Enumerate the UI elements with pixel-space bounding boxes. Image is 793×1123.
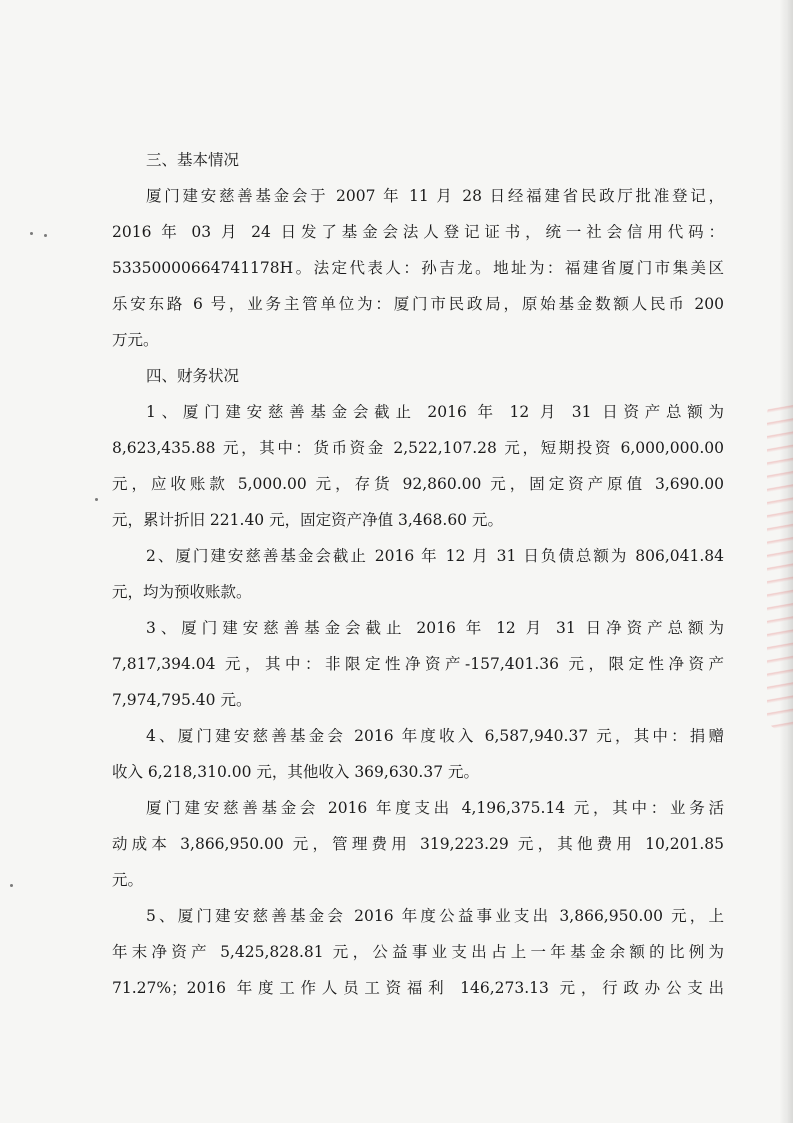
paragraph-line: 53350000664741178H。法定代表人：孙吉龙。地址为：福建省厦门市集美区 — [112, 259, 724, 277]
scan-speck — [44, 234, 47, 237]
paragraph-line: 厦门建安慈善基金会 2016 年度支出 4,196,375.14 元，其中：业务活 — [146, 799, 724, 817]
paragraph-line: 动成本 3,866,950.00 元，管理费用 319,223.29 元，其他费用 10,201.85 — [112, 835, 724, 853]
section-heading-financial-status: 四、财务状况 — [146, 367, 240, 385]
paragraph-line: 元。 — [112, 871, 144, 889]
paragraph-line: 7,817,394.04 元，其中：非限定性净资产-157,401.36 元，限定性净资产 — [112, 655, 724, 673]
scan-speck — [95, 498, 98, 501]
paragraph-line: 8,623,435.88 元，其中：货币资金 2,522,107.28 元，短期投资 6,000,000.00 — [112, 439, 724, 457]
paragraph-line: 3、厦门建安慈善基金会截止 2016 年 12 月 31 日净资产总额为 — [146, 619, 724, 637]
red-seal-stamp — [767, 400, 793, 730]
paragraph-line: 元，应收账款 5,000.00 元，存货 92,860.00 元，固定资产原值 3,690.00 — [112, 475, 724, 493]
paragraph-line: 1、厦门建安慈善基金会截止 2016 年 12 月 31 日资产总额为 — [146, 403, 724, 421]
scan-speck — [30, 232, 33, 235]
paragraph-line: 4、厦门建安慈善基金会 2016 年度收入 6,587,940.37 元，其中：捐赠 — [146, 727, 724, 745]
paragraph-line: 2016 年 03 月 24 日发了基金会法人登记证书，统一社会信用代码： — [112, 223, 724, 241]
paragraph-line: 乐安东路 6 号，业务主管单位为：厦门市民政局，原始基金数额人民币 200 — [112, 295, 724, 313]
paragraph-line: 厦门建安慈善基金会于 2007 年 11 月 28 日经福建省民政厅批准登记， — [146, 187, 724, 205]
paragraph-line: 万元。 — [112, 331, 159, 349]
paragraph-line: 5、厦门建安慈善基金会 2016 年度公益事业支出 3,866,950.00 元，上 — [146, 907, 724, 925]
paragraph-line: 年末净资产 5,425,828.81 元，公益事业支出占上一年基金余额的比例为 — [112, 943, 724, 961]
paragraph-line: 元，均为预收账款。 — [112, 583, 252, 601]
paragraph-line: 2、厦门建安慈善基金会截止 2016 年 12 月 31 日负债总额为 806,041.84 — [146, 547, 724, 565]
paragraph-line: 收入 6,218,310.00 元，其他收入 369,630.37 元。 — [112, 763, 479, 781]
section-heading-basic-info: 三、基本情况 — [146, 151, 240, 169]
paragraph-line: 元，累计折旧 221.40 元，固定资产净值 3,468.60 元。 — [112, 511, 503, 529]
scan-speck — [10, 884, 13, 887]
paragraph-line: 71.27%；2016 年度工作人员工资福利 146,273.13 元，行政办公支出 — [112, 979, 724, 997]
paragraph-line: 7,974,795.40 元。 — [112, 691, 252, 709]
